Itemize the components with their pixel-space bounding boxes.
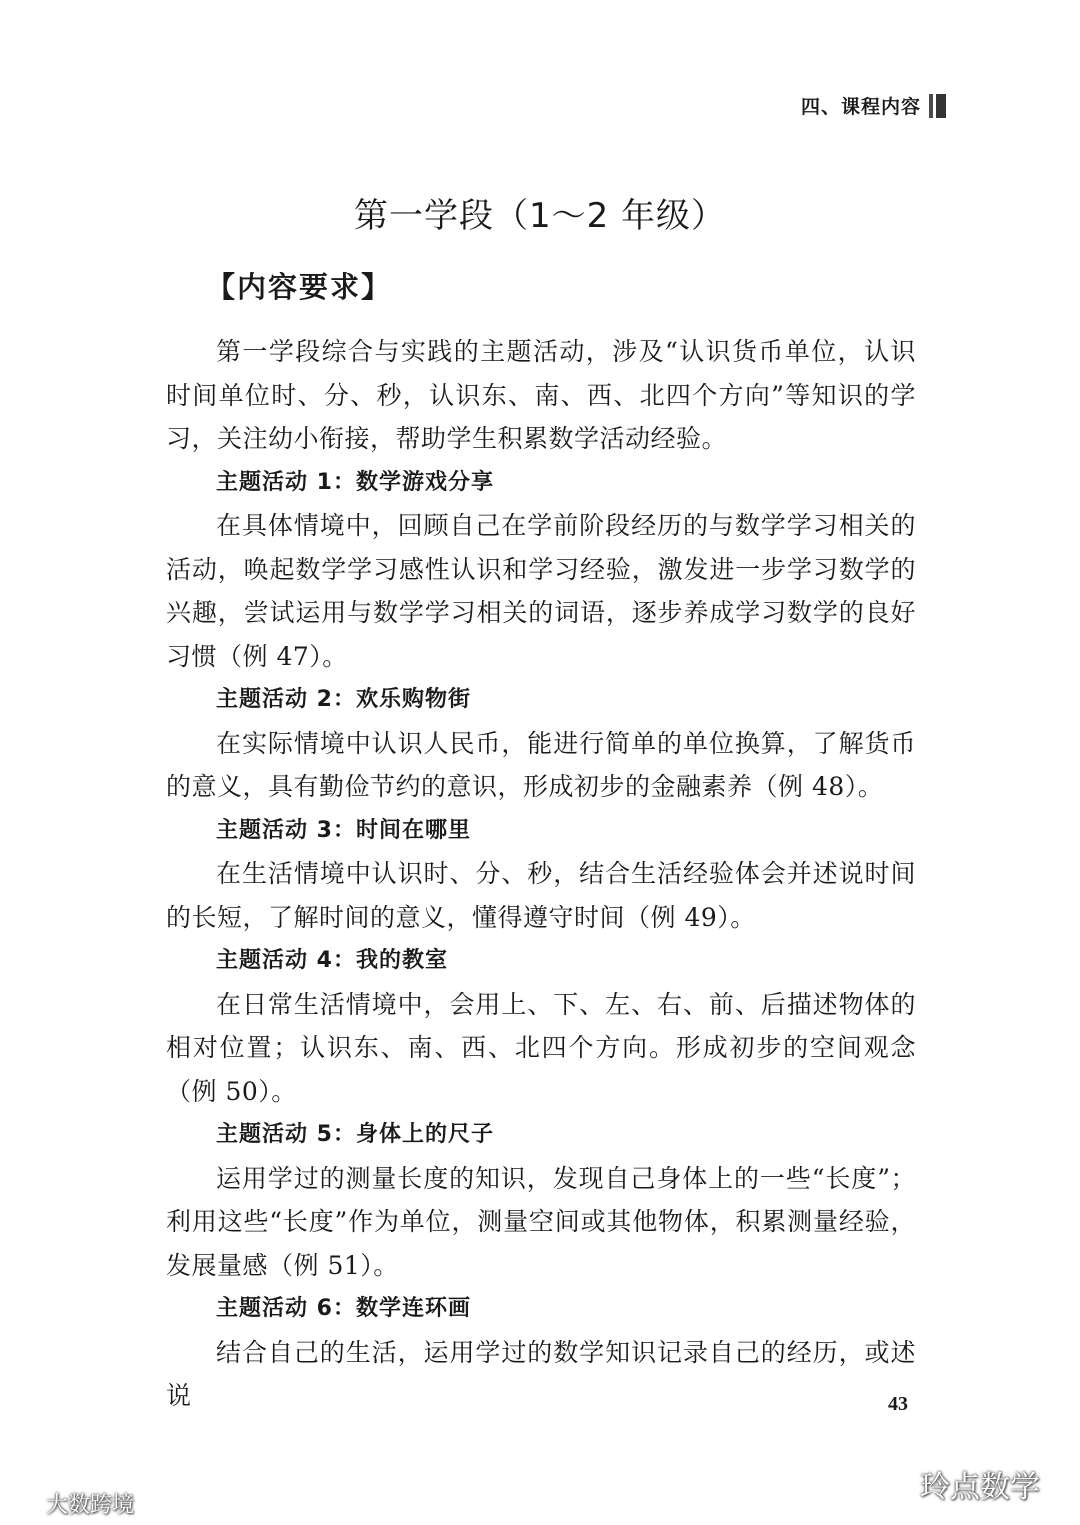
watermark-right (878, 1462, 1040, 1506)
page-number: 43 (888, 1393, 908, 1415)
watermark-left-text: 大数跨境 (46, 1493, 135, 1518)
activity-heading: 主题活动 6：数学连环画 (216, 1296, 471, 1321)
weibo-logo-icon (10, 1489, 40, 1519)
watermark-left (10, 1488, 134, 1519)
subsection-title: 【内容要求】 (206, 270, 393, 304)
activity-heading: 主题活动 4：我的教室 (216, 948, 448, 973)
intro-paragraph: 第一学段综合与实践的主题活动，涉及“认识货币单位，认识时间单位时、分、秒，认识东、南、西、北四个方向”等知识的学习，关注幼小衔接，帮助学生积累数学活动经验。 (166, 337, 916, 453)
activity-heading: 主题活动 2：欢乐购物街 (216, 687, 471, 712)
activity-paragraph: 结合自己的生活，运用学过的数学知识记录自己的经历，或述说 (166, 1337, 916, 1410)
activity-paragraph: 在具体情境中，回顾自己在学前阶段经历的与数学学习相关的活动，唤起数学学习感性认识和学习经验，激发进一步学习数学的兴趣，尝试运用与数学学习相关的词语，逐步养成学习数学的良好习惯（例 47）。 (166, 511, 916, 671)
running-header (801, 92, 946, 119)
activity-paragraph: 运用学过的测量长度的知识，发现自己身体上的一些“长度”；利用这些“长度”作为单位，测量空间或其他物体，积累测量经验，发展量感（例 51）。 (166, 1163, 916, 1280)
header-bars-icon (929, 94, 946, 118)
activity-heading: 主题活动 1：数学游戏分享 (216, 469, 494, 495)
activity-heading: 主题活动 3：时间在哪里 (216, 817, 471, 843)
body-text (166, 330, 916, 1418)
section-title: 第一学段（1～2 年级） (353, 196, 727, 236)
running-header-title: 四、课程内容 (800, 96, 921, 118)
activity-heading: 主题活动 5：身体上的尺子 (216, 1122, 494, 1147)
wechat-logo-icon (878, 1465, 914, 1503)
watermark-right-text: 玲点数学 (920, 1470, 1040, 1505)
activity-paragraph: 在实际情境中认识人民币，能进行简单的单位换算，了解货币的意义，具有勤俭节约的意识，形成初步的金融素养（例 48）。 (166, 728, 916, 801)
activity-paragraph: 在生活情境中认识时、分、秒，结合生活经验体会并述说时间的长短，了解时间的意义，懂得遵守时间（例 49）。 (166, 859, 916, 932)
activity-paragraph: 在日常生活情境中，会用上、下、左、右、前、后描述物体的相对位置；认识东、南、西、北四个方向。形成初步的空间观念（例 50）。 (166, 989, 916, 1106)
